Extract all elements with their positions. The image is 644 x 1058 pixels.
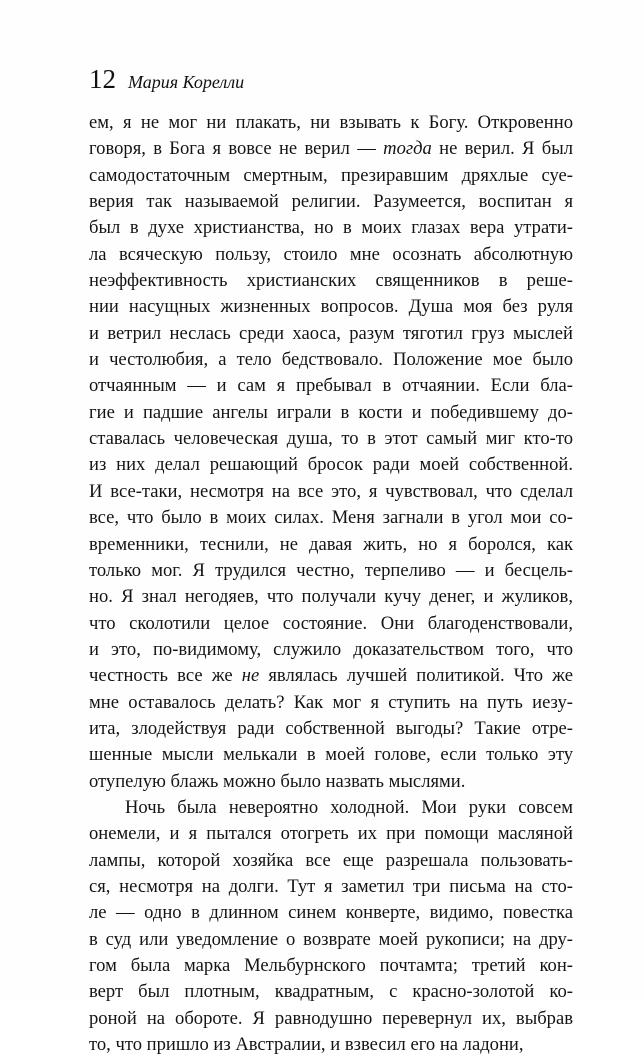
text-line: верия так называемой религии. Разумеется, воспитан я — [89, 191, 573, 213]
text-line: был в духе христианства, но в моих глазах вера утрати- — [89, 217, 573, 239]
text-line: все, что было в моих силах. Меня загнали в угол мои со- — [89, 507, 573, 529]
text-line: гие и падшие ангелы играли в кости и победившему до- — [89, 401, 573, 423]
text-line: что сколотили целое состояние. Они благоденствовали, — [89, 612, 573, 634]
text-line: говоря, в Бога я вовсе не верил — тогда не верил. Я был — [89, 138, 573, 160]
text-line: мне оставалось делать? Как мог я ступить на путь иезу- — [89, 691, 573, 713]
italic-emphasis: не — [241, 665, 260, 687]
text-line: ла всяческую пользу, стоило мне осознать абсолютную — [89, 243, 573, 265]
text-line: верт был плотным, квадратным, с красно-золотой ко- — [89, 981, 573, 1003]
text-line: гом была марка Мельбурнского почтамта; третий кон- — [89, 955, 573, 976]
text-line: но. Я знал негодяев, что получали кучу денег, и жуликов, — [89, 586, 573, 608]
text-line: отупелую блажь можно было назвать мыслями. — [89, 770, 466, 792]
text-line: только мог. Я трудился честно, терпеливо — и бесцель- — [89, 559, 573, 581]
text-line: отчаянным — и сам я пребывал в отчаянии. Если бла- — [89, 375, 573, 397]
text-line: и честолюбия, а тело бедствовало. Положение мое было — [89, 349, 573, 371]
running-head-author: Мария Корелли — [128, 72, 245, 92]
text-line: ставалась человеческая душа, то в этот самый миг кто-то — [89, 428, 573, 450]
text-line: шенные мысли мелькали в моей голове, если только эту — [89, 744, 573, 766]
text-line: нии насущных жизненных вопросов. Душа моя без руля — [89, 296, 573, 318]
text-line: И все-таки, несмотря на все это, я чувствовал, что сделал — [89, 480, 573, 502]
text-line: неэффективность христианских священников в реше- — [89, 270, 573, 292]
text-line: ся, несмотря на долги. Тут я заметил три письма на сто- — [89, 875, 573, 897]
body-text — [89, 110, 573, 1058]
text-line: ле — одно в длинном синем конверте, видимо, повестка — [89, 902, 573, 924]
text-line: временники, теснили, не давая жить, но я боролся, как — [89, 533, 573, 555]
text-line: и ветрил неслась среди хаоса, разум тяготил груз мыслей — [89, 322, 573, 344]
text-line: роной на обороте. Я равнодушно перевернул их, выбрав — [89, 1007, 573, 1029]
text-line: то, что пришло из Австралии, и взвесил его на ладони, — [89, 1034, 524, 1056]
text-line: честность все же не являлась лучшей политикой. Что же — [89, 665, 574, 687]
text-line: самодостаточным смертным, презиравшим дряхлые суе- — [89, 164, 573, 186]
text-line: из них делал решающий бросок ради моей собственной. — [89, 454, 573, 476]
text-line: ем, я не мог ни плакать, ни взывать к Богу. Откровенно — [89, 112, 573, 133]
italic-emphasis: тогда — [383, 138, 432, 160]
page-number: 12 — [89, 64, 116, 94]
text-line: лампы, которой хозяйка все еще разрешала пользовать- — [89, 849, 573, 871]
page-header — [89, 64, 244, 98]
text-line: ита, злодействуя ради собственной выгоды? Такие отре- — [89, 717, 573, 739]
text-line: онемели, и я пытался отогреть их при помощи масляной — [89, 823, 573, 845]
text-line: в суд или уведомление о возврате моей рукописи; на дру- — [89, 928, 573, 950]
text-line: Ночь была невероятно холодной. Мои руки совсем — [125, 796, 573, 818]
text-line: и это, по-видимому, служило доказательством того, что — [89, 638, 573, 660]
